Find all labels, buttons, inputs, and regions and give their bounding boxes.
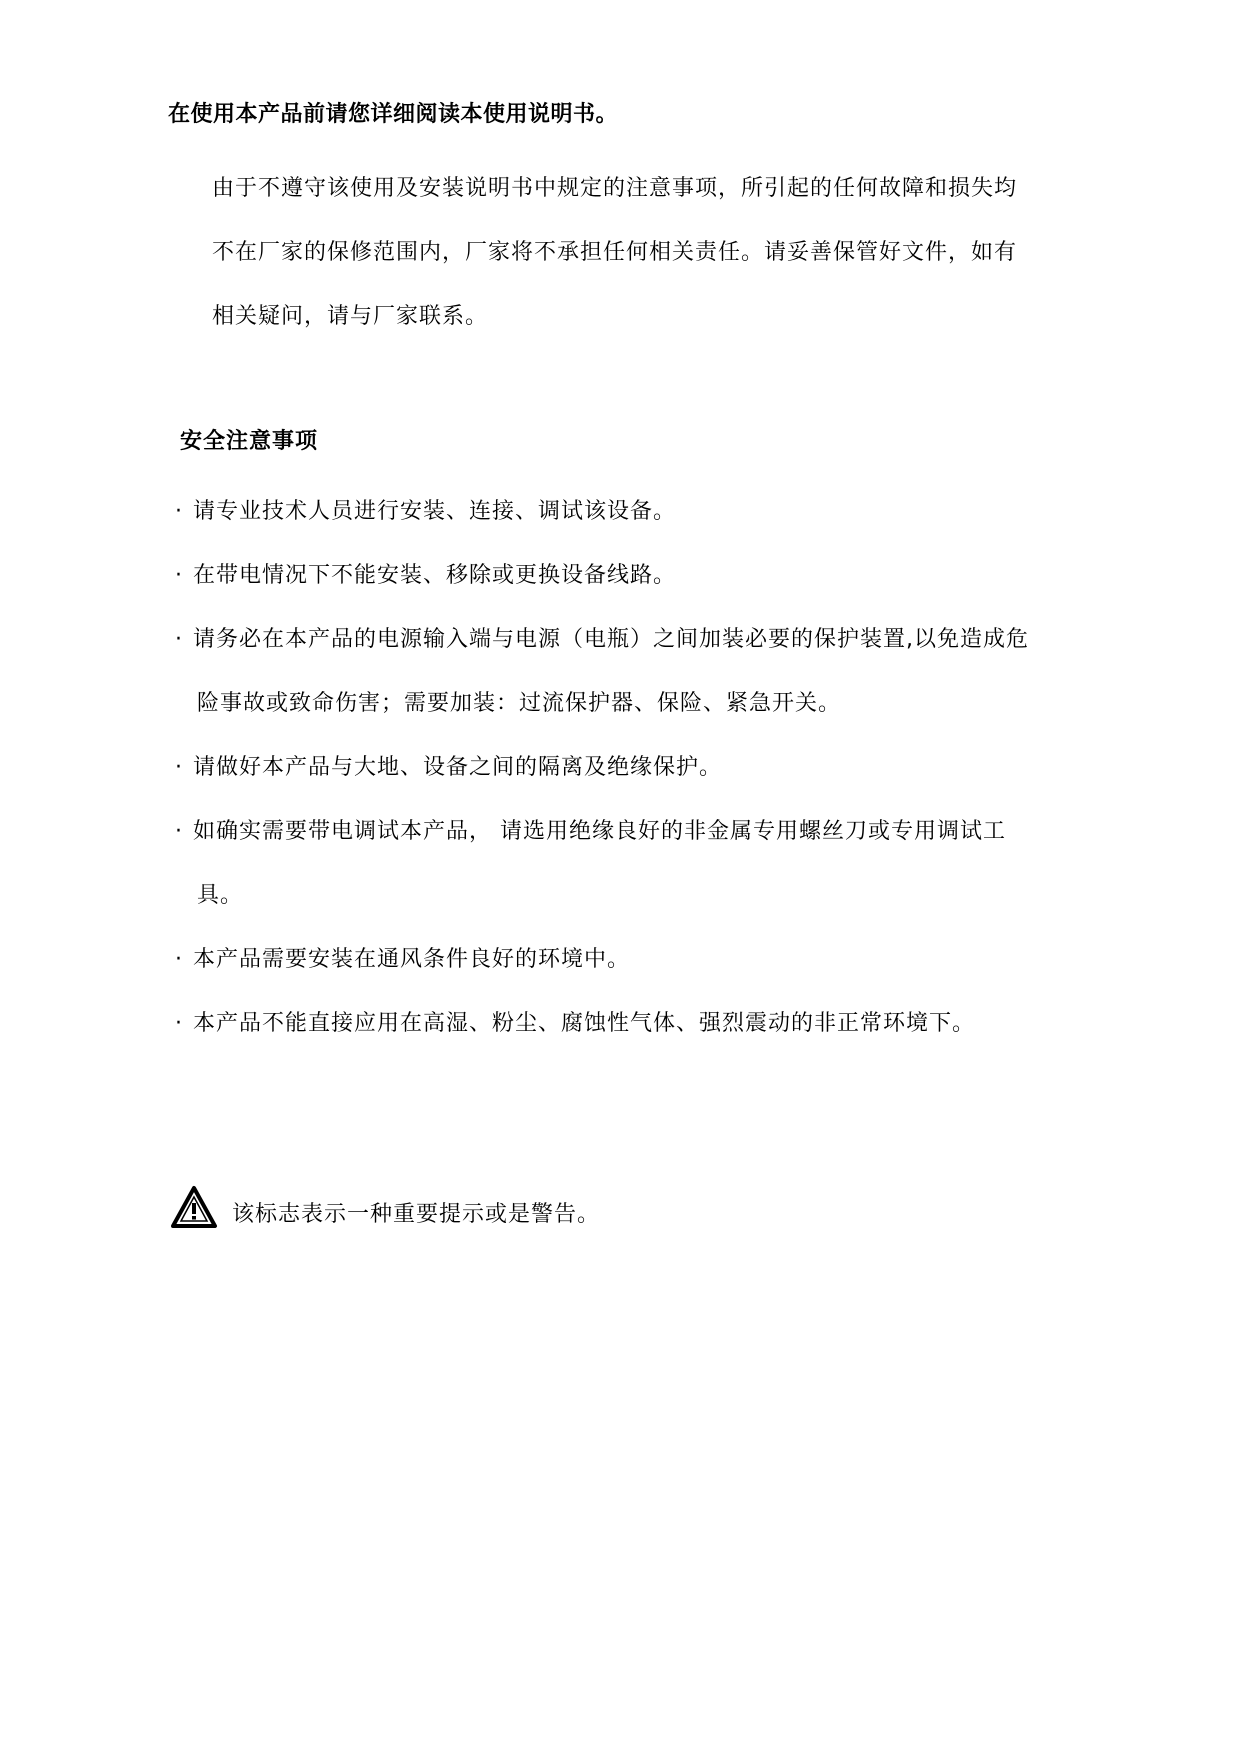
list-item-text: 请做好本产品与大地、设备之间的隔离及绝缘保护。 [193,755,723,780]
list-item [175,800,1095,928]
page-heading: 在使用本产品前请您详细阅读本使用说明书。 [168,102,619,127]
bullet-mark: · [175,947,183,972]
list-item-text: 如确实需要带电调试本产品， 请选用绝缘良好的非金属专用螺丝刀或专用调试工 [193,819,1006,844]
bullet-mark: · [175,1011,183,1036]
list-item [175,992,1095,1056]
list-item-text: 请务必在本产品的电源输入端与电源（电瓶）之间加装必要的保护装置,以免造成危 [193,627,1029,652]
bullet-mark: · [175,563,183,588]
bullet-mark: · [175,499,183,524]
list-item [175,736,1095,800]
notice-paragraph [212,157,1092,349]
warning-text: 该标志表示一种重要提示或是警告。 [232,1201,601,1227]
warning-note [170,1185,600,1229]
safety-section-title: 安全注意事项 [180,429,319,454]
list-item-text: 本产品需要安装在通风条件良好的环境中。 [193,947,631,972]
list-item [175,928,1095,992]
list-item-text: 在带电情况下不能安装、移除或更换设备线路。 [193,563,677,588]
notice-line: 相关疑问，请与厂家联系。 [212,304,489,329]
list-item-text-continued: 险事故或致命伤害；需要加装：过流保护器、保险、紧急开关。 [197,691,842,716]
bullet-mark: · [175,627,183,652]
list-item-text-continued: 具。 [197,883,244,908]
warning-triangle-icon [170,1185,218,1229]
bullet-mark: · [175,755,183,780]
list-item [175,608,1095,736]
safety-list [175,480,1095,1056]
list-item [175,544,1095,608]
bullet-mark: · [175,819,183,844]
list-item-text: 本产品不能直接应用在高湿、粉尘、腐蚀性气体、强烈震动的非正常环境下。 [193,1011,976,1036]
list-item-text: 请专业技术人员进行安装、连接、调试该设备。 [193,499,677,524]
notice-line: 不在厂家的保修范围内，厂家将不承担任何相关责任。请妥善保管好文件，如有 [212,240,1018,265]
list-item [175,480,1095,544]
notice-line: 由于不遵守该使用及安装说明书中规定的注意事项，所引起的任何故障和损失均 [212,176,1018,201]
